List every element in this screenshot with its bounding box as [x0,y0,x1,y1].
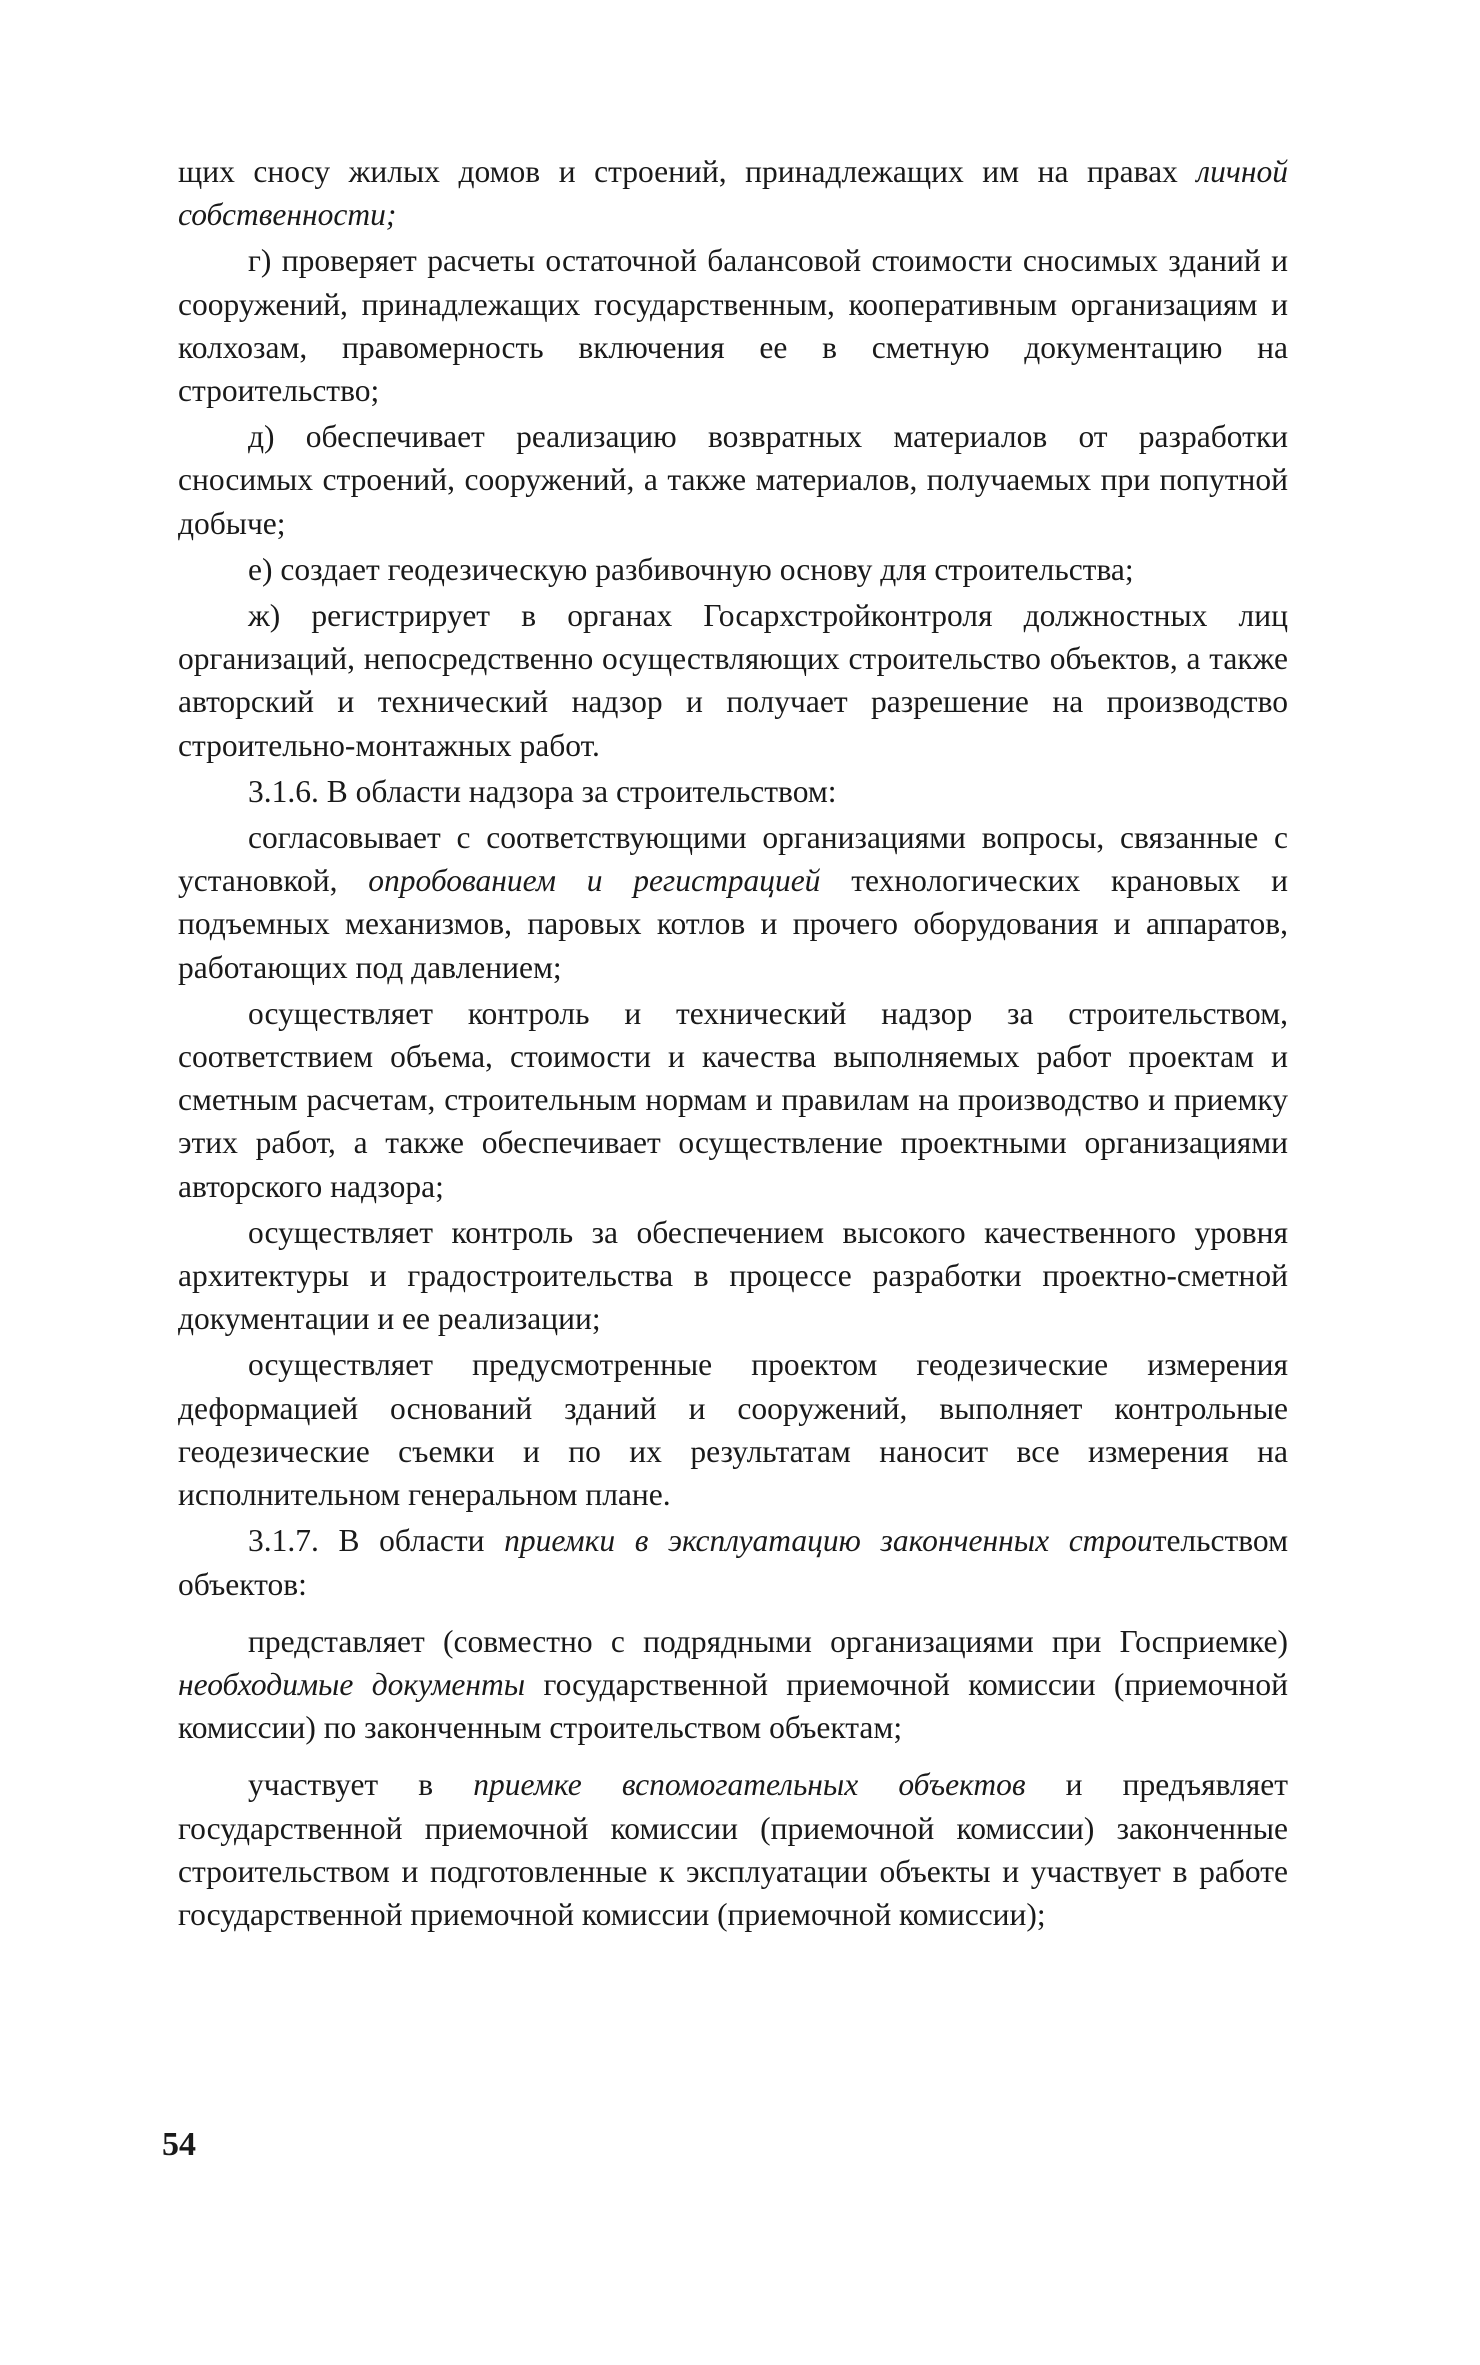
document-page [178,150,1288,1939]
text-run-italic: необходимые документы [178,1666,526,1702]
text-run: тельством объектов: [178,1523,1289,1602]
paragraph [178,1620,1288,1750]
paragraph [178,1763,1288,1936]
text-run-italic: приемки в эксплуатацию законченных строи [504,1523,1153,1559]
paragraph [178,992,1288,1208]
paragraph [178,1211,1288,1341]
text-run: ж) регистрирует в органах Госархстройконтроля должностных лиц организаций, непосредственно осуществляющих строительство объектов, а также авторский и технический надзор и получает разрешение на производство строительно-монтажных работ. [178,598,1288,763]
paragraph [178,594,1288,767]
text-run: осуществляет предусмотренные проектом геодезические измерения деформацией оснований зданий и сооружений, выполняет контрольные геодезические съемки и по их результатам наносит все измерения на исполнительном генеральном плане. [178,1347,1288,1513]
paragraph [178,1343,1288,1516]
paragraph [178,150,1288,236]
section-heading [178,770,1288,813]
text-run: участвует в [248,1767,474,1803]
text-run-italic: опробованием и регистрацией [368,863,821,899]
paragraph [178,239,1288,412]
text-run: д) обеспечивает реализацию возвратных материалов от разработки сносимых строений, сооружений, а также материалов, получаемых при попутной добыче; [178,419,1288,541]
text-run: осуществляет контроль и технический надзор за строительством, соответствием объема, стоимости и качества выполняемых работ проектам и сметным расчетам, строительным нормам и правилам на производство и приемку этих работ, а также обеспечивает осуществление проектными организациями авторского надзора; [178,995,1288,1204]
section-heading [178,1519,1288,1605]
text-run: и предъявляет государственной приемочной комиссии (приемочной комиссии) законченные строительством и подготовленные к эксплуатации объекты и участвует в работе государственной приемочной комиссии (приемочной комиссии); [178,1767,1288,1932]
text-run: е) создает геодезическую разбивочную основу для строительства; [248,551,1134,587]
paragraph [178,548,1288,591]
text-run-italic: приемке вспомогательных объектов [473,1767,1026,1803]
text-run-italic: личной собственности; [178,154,1288,233]
paragraph [178,415,1288,545]
text-run: представляет (совместно с подрядными организациями при Госприемке) [248,1623,1288,1659]
text-run: согласовывает с соответствующими организациями вопросы, связанные с установкой, [178,820,1288,899]
text-run: осуществляет контроль за обеспечением высокого качественного уровня архитектуры и градостроительства в процессе разработки проектно-сметной документации и ее реализации; [178,1214,1288,1337]
text-run: 3.1.6. В области надзора за строительством: [248,773,837,809]
paragraph [178,816,1288,989]
text-run: технологических крановых и подъемных механизмов, паровых котлов и прочего оборудования и аппаратов, работающих под давлением; [178,863,1289,985]
text-run: государственной приемочной комиссии (приемочной комиссии) по законченным строительством объектам; [178,1666,1289,1746]
page-number: 54 [162,2126,196,2163]
text-run: щих сносу жилых домов и строений, принадлежащих им на правах [178,154,1197,189]
text-run: 3.1.7. В области [248,1523,505,1559]
text-run: г) проверяет расчеты остаточной балансовой стоимости сносимых зданий и сооружений, принадлежащих государственным, кооперативным организациям и колхозам, правомерность включения ее в сметную документацию на строительство; [178,243,1288,409]
